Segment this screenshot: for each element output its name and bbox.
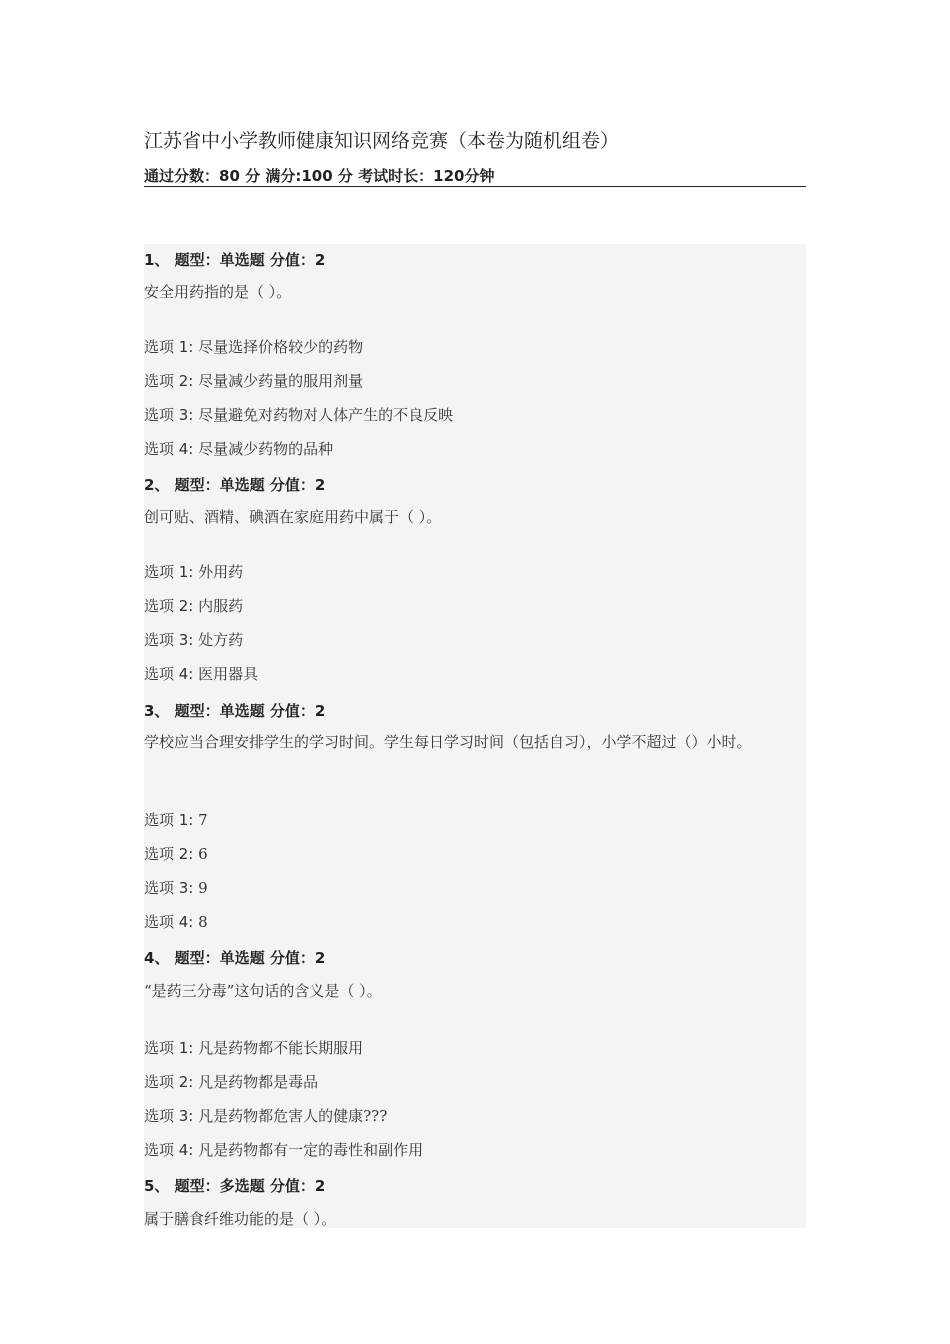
option-prefix: 选项 2: <box>144 597 199 615</box>
option-prefix: 选项 2: <box>144 1073 199 1091</box>
question-1-header: 1、 题型：单选题 分值：2 <box>144 251 326 269</box>
option-text: 9 <box>198 879 208 897</box>
question-2-option-3[interactable] <box>144 629 243 650</box>
pass-label: 通过分数： <box>144 167 220 185</box>
question-1-option-3[interactable] <box>144 404 453 425</box>
question-1-option-1[interactable] <box>144 336 363 357</box>
option-prefix: 选项 4: <box>144 440 199 458</box>
question-4-option-4[interactable] <box>144 1139 423 1160</box>
option-text: 尽量选择价格较少的药物 <box>198 338 364 356</box>
option-text: 凡是药物都是毒品 <box>198 1073 319 1091</box>
option-text: 凡是药物都危害人的健康??? <box>198 1107 388 1125</box>
full-label: 分 满分: <box>245 167 302 185</box>
option-text: 7 <box>198 811 208 829</box>
question-1-option-4[interactable] <box>144 438 333 459</box>
option-text: 尽量减少药量的服用剂量 <box>198 372 364 390</box>
question-4-option-1[interactable] <box>144 1037 363 1058</box>
question-4-header: 4、 题型：单选题 分值：2 <box>144 949 326 967</box>
question-3-text: 学校应当合理安排学生的学习时间。学生每日学习时间（包括自习），小学不超过（）小时。 <box>144 733 752 751</box>
option-text: 处方药 <box>198 631 244 649</box>
page-title: 江苏省中小学教师健康知识网络竞赛（本卷为随机组卷） <box>144 130 620 152</box>
option-text: 尽量避免对药物对人体产生的不良反映 <box>198 406 454 424</box>
question-3-header: 3、 题型：单选题 分值：2 <box>144 702 326 720</box>
option-prefix: 选项 2: <box>144 845 199 863</box>
question-5-header: 5、 题型：多选题 分值：2 <box>144 1177 326 1195</box>
option-prefix: 选项 1: <box>144 563 199 581</box>
option-text: 凡是药物都不能长期服用 <box>198 1039 364 1057</box>
option-text: 外用药 <box>198 563 244 581</box>
time-label: 分 考试时长： <box>337 167 434 185</box>
question-4-option-3[interactable] <box>144 1105 387 1126</box>
question-4-text: “是药三分毒”这句话的含义是（ ）。 <box>144 982 382 1000</box>
question-1-option-2[interactable] <box>144 370 363 391</box>
time-unit: 分钟 <box>464 167 495 185</box>
question-list <box>144 244 806 1228</box>
option-prefix: 选项 4: <box>144 665 199 683</box>
question-2-option-1[interactable] <box>144 561 243 582</box>
question-3-option-1[interactable] <box>144 809 208 830</box>
question-5-text: 属于膳食纤维功能的是（ ）。 <box>144 1210 337 1228</box>
question-3-option-3[interactable] <box>144 877 208 898</box>
question-2-text: 创可贴、酒精、碘酒在家庭用药中属于（ ）。 <box>144 508 442 526</box>
question-1-text: 安全用药指的是（ ）。 <box>144 283 292 301</box>
option-text: 医用器具 <box>198 665 259 683</box>
option-prefix: 选项 3: <box>144 1107 199 1125</box>
pass-score: 80 <box>219 167 240 185</box>
option-prefix: 选项 3: <box>144 406 199 424</box>
option-prefix: 选项 1: <box>144 1039 199 1057</box>
question-3-option-4[interactable] <box>144 911 208 932</box>
option-prefix: 选项 3: <box>144 631 199 649</box>
option-prefix: 选项 1: <box>144 811 199 829</box>
full-score: 100 <box>301 167 333 185</box>
option-prefix: 选项 2: <box>144 372 199 390</box>
option-text: 内服药 <box>198 597 244 615</box>
option-text: 8 <box>198 913 208 931</box>
question-2-option-2[interactable] <box>144 595 243 616</box>
question-3-option-2[interactable] <box>144 843 208 864</box>
exam-info <box>144 165 806 187</box>
time-value: 120 <box>433 167 465 185</box>
option-text: 尽量减少药物的品种 <box>198 440 334 458</box>
option-prefix: 选项 4: <box>144 913 199 931</box>
question-4-option-2[interactable] <box>144 1071 318 1092</box>
option-prefix: 选项 3: <box>144 879 199 897</box>
question-2-option-4[interactable] <box>144 663 258 684</box>
option-prefix: 选项 1: <box>144 338 199 356</box>
option-text: 6 <box>198 845 208 863</box>
option-text: 凡是药物都有一定的毒性和副作用 <box>198 1141 424 1159</box>
question-2-header: 2、 题型：单选题 分值：2 <box>144 476 326 494</box>
option-prefix: 选项 4: <box>144 1141 199 1159</box>
